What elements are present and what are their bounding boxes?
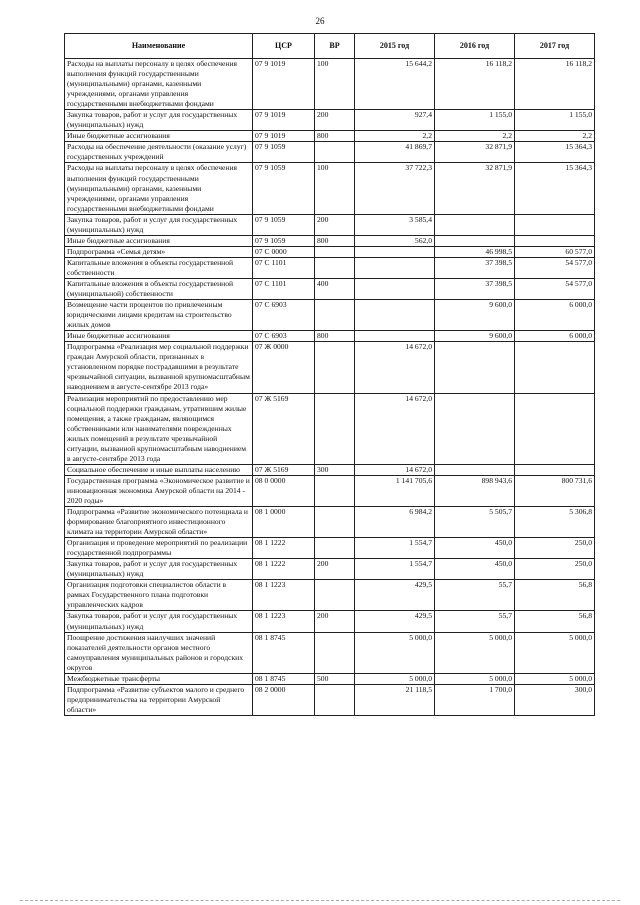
header-2016: 2016 год bbox=[435, 34, 515, 59]
cell-vr bbox=[315, 342, 355, 393]
cell-2016: 9 600,0 bbox=[435, 300, 515, 331]
cell-name: Реализация мероприятий по предоставлению мер социальной поддержки гражданам, утратившим жилые помещения, а также гражданам, являющимся собственниками или нанимателями поврежденных жилых помещений в результате чрезвычайной ситуации, вызванной крупномасштабным наводнением в августе-сентябре 2013 года bbox=[65, 393, 253, 464]
cell-2016 bbox=[435, 235, 515, 246]
cell-2016: 1 700,0 bbox=[435, 684, 515, 715]
cell-name: Расходы на обеспечение деятельности (оказание услуг) государственных учреждений bbox=[65, 142, 253, 163]
cell-csr: 07 9 1019 bbox=[253, 131, 315, 142]
cell-2016: 5 505,7 bbox=[435, 507, 515, 538]
cell-2017: 6 000,0 bbox=[515, 331, 595, 342]
table-row bbox=[65, 257, 595, 278]
cell-name: Капитальные вложения в объекты государственной собственности bbox=[65, 257, 253, 278]
cell-2017: 1 155,0 bbox=[515, 110, 595, 131]
cell-vr: 800 bbox=[315, 235, 355, 246]
cell-2017: 15 364,3 bbox=[515, 163, 595, 214]
cell-vr: 100 bbox=[315, 59, 355, 110]
cell-2016: 46 998,5 bbox=[435, 246, 515, 257]
cell-2016 bbox=[435, 342, 515, 393]
cell-name: Подпрограмма «Развитие субъектов малого и среднего предпринимательства на территории Амурской области» bbox=[65, 684, 253, 715]
table-row bbox=[65, 632, 595, 673]
table-row bbox=[65, 342, 595, 393]
table-row bbox=[65, 611, 595, 632]
cell-2015: 41 869,7 bbox=[355, 142, 435, 163]
table-row bbox=[65, 559, 595, 580]
cell-name: Государственная программа «Экономическое развитие и инновационная экономика Амурской области на 2014 - 2020 годы» bbox=[65, 475, 253, 506]
cell-2015: 1 554,7 bbox=[355, 538, 435, 559]
cell-2015 bbox=[355, 246, 435, 257]
cell-csr: 08 1 8745 bbox=[253, 632, 315, 673]
cell-2017: 250,0 bbox=[515, 559, 595, 580]
cell-2017: 250,0 bbox=[515, 538, 595, 559]
cell-name: Иные бюджетные ассигнования bbox=[65, 235, 253, 246]
cell-2016: 55,7 bbox=[435, 580, 515, 611]
cell-csr: 07 9 1059 bbox=[253, 235, 315, 246]
cell-2015 bbox=[355, 331, 435, 342]
cell-2015: 927,4 bbox=[355, 110, 435, 131]
cell-csr: 07 9 1059 bbox=[253, 214, 315, 235]
cell-csr: 07 С 1101 bbox=[253, 257, 315, 278]
cell-vr: 500 bbox=[315, 673, 355, 684]
cell-vr bbox=[315, 300, 355, 331]
table-row bbox=[65, 673, 595, 684]
cell-2015 bbox=[355, 257, 435, 278]
cell-2016: 16 118,2 bbox=[435, 59, 515, 110]
cell-2015 bbox=[355, 278, 435, 299]
cell-2015: 6 984,2 bbox=[355, 507, 435, 538]
table-body bbox=[65, 59, 595, 716]
cell-vr bbox=[315, 684, 355, 715]
cell-vr: 400 bbox=[315, 278, 355, 299]
cell-csr: 08 1 1223 bbox=[253, 580, 315, 611]
cell-2015: 15 644,2 bbox=[355, 59, 435, 110]
cell-name: Расходы на выплаты персоналу в целях обеспечения выполнения функций государственными (муниципальными) органами, казенными учреждениями, органами управления государственными внебюджетными фондами bbox=[65, 163, 253, 214]
table-row bbox=[65, 246, 595, 257]
table-row bbox=[65, 163, 595, 214]
cell-csr: 08 1 1222 bbox=[253, 559, 315, 580]
cell-name: Подпрограмма «Семья детям» bbox=[65, 246, 253, 257]
cell-vr bbox=[315, 632, 355, 673]
cell-2017: 56,8 bbox=[515, 611, 595, 632]
cell-vr: 800 bbox=[315, 331, 355, 342]
table-row bbox=[65, 300, 595, 331]
cell-csr: 07 Ж 5169 bbox=[253, 464, 315, 475]
cell-csr: 07 9 1019 bbox=[253, 110, 315, 131]
header-csr: ЦСР bbox=[253, 34, 315, 59]
cell-name: Иные бюджетные ассигнования bbox=[65, 131, 253, 142]
cell-2017 bbox=[515, 235, 595, 246]
cell-2017: 5 306,8 bbox=[515, 507, 595, 538]
table-row bbox=[65, 507, 595, 538]
cell-vr bbox=[315, 246, 355, 257]
cell-2016: 1 155,0 bbox=[435, 110, 515, 131]
cell-csr: 07 Ж 5169 bbox=[253, 393, 315, 464]
cell-vr: 100 bbox=[315, 163, 355, 214]
cell-csr: 08 1 1223 bbox=[253, 611, 315, 632]
cell-csr: 08 2 0000 bbox=[253, 684, 315, 715]
cell-2017: 800 731,6 bbox=[515, 475, 595, 506]
cell-csr: 07 С 6903 bbox=[253, 331, 315, 342]
cell-2017: 5 000,0 bbox=[515, 673, 595, 684]
cell-2017 bbox=[515, 214, 595, 235]
cell-2015: 2,2 bbox=[355, 131, 435, 142]
cell-vr: 200 bbox=[315, 559, 355, 580]
cell-name: Социальное обеспечение и иные выплаты населению bbox=[65, 464, 253, 475]
cell-2016: 37 398,5 bbox=[435, 257, 515, 278]
table-row bbox=[65, 278, 595, 299]
cell-2015: 3 585,4 bbox=[355, 214, 435, 235]
cell-name: Организация подготовки специалистов области в рамках Государственного плана подготовки управленческих кадров bbox=[65, 580, 253, 611]
cell-vr bbox=[315, 538, 355, 559]
cell-name: Расходы на выплаты персоналу в целях обеспечения выполнения функций государственными (муниципальными) органами, казенными учреждениями, органами управления государственными внебюджетными фондами bbox=[65, 59, 253, 110]
cell-csr: 08 1 0000 bbox=[253, 507, 315, 538]
cell-csr: 08 1 1222 bbox=[253, 538, 315, 559]
table-row bbox=[65, 580, 595, 611]
cell-vr bbox=[315, 393, 355, 464]
cell-2016: 32 871,9 bbox=[435, 163, 515, 214]
cell-csr: 07 С 0000 bbox=[253, 246, 315, 257]
header-vr: ВР bbox=[315, 34, 355, 59]
cell-csr: 07 9 1019 bbox=[253, 59, 315, 110]
cell-vr bbox=[315, 580, 355, 611]
cell-2017 bbox=[515, 393, 595, 464]
table-row bbox=[65, 131, 595, 142]
cell-2015: 14 672,0 bbox=[355, 393, 435, 464]
cell-2016: 898 943,6 bbox=[435, 475, 515, 506]
cell-2017 bbox=[515, 342, 595, 393]
header-name: Наименование bbox=[65, 34, 253, 59]
cell-vr: 800 bbox=[315, 131, 355, 142]
cell-vr bbox=[315, 257, 355, 278]
cell-2015: 1 554,7 bbox=[355, 559, 435, 580]
cell-2015: 5 000,0 bbox=[355, 673, 435, 684]
cell-vr bbox=[315, 475, 355, 506]
table-row bbox=[65, 475, 595, 506]
cell-2017: 300,0 bbox=[515, 684, 595, 715]
cell-2017: 56,8 bbox=[515, 580, 595, 611]
cell-2016: 5 000,0 bbox=[435, 673, 515, 684]
table-row bbox=[65, 393, 595, 464]
cell-2017: 60 577,0 bbox=[515, 246, 595, 257]
cell-vr bbox=[315, 507, 355, 538]
cell-2016: 55,7 bbox=[435, 611, 515, 632]
cell-csr: 07 9 1059 bbox=[253, 163, 315, 214]
table-row bbox=[65, 684, 595, 715]
cell-2016: 37 398,5 bbox=[435, 278, 515, 299]
table-header-row bbox=[65, 34, 595, 59]
cell-2015: 5 000,0 bbox=[355, 632, 435, 673]
cell-2016: 450,0 bbox=[435, 538, 515, 559]
cell-name: Закупка товаров, работ и услуг для государственных (муниципальных) нужд bbox=[65, 214, 253, 235]
table-row bbox=[65, 110, 595, 131]
cell-vr: 200 bbox=[315, 214, 355, 235]
cell-name: Межбюджетные трансферты bbox=[65, 673, 253, 684]
cell-2015: 21 118,5 bbox=[355, 684, 435, 715]
table-row bbox=[65, 464, 595, 475]
cell-name: Иные бюджетные ассигнования bbox=[65, 331, 253, 342]
cell-name: Закупка товаров, работ и услуг для государственных (муниципальных) нужд bbox=[65, 559, 253, 580]
cell-2016 bbox=[435, 393, 515, 464]
table-row bbox=[65, 59, 595, 110]
cell-2016: 450,0 bbox=[435, 559, 515, 580]
cell-2016: 5 000,0 bbox=[435, 632, 515, 673]
table-row bbox=[65, 214, 595, 235]
cell-2017: 6 000,0 bbox=[515, 300, 595, 331]
cell-name: Капитальные вложения в объекты государственной (муниципальной) собственности bbox=[65, 278, 253, 299]
page-number: 26 bbox=[315, 16, 325, 26]
cell-name: Подпрограмма «Реализация мер социальной поддержки граждан Амурской области, признанных в установленном порядке пострадавшими в результате чрезвычайной ситуации, вызванной крупномасштабным наводнением в августе-сентябре 2013 года» bbox=[65, 342, 253, 393]
cell-name: Поощрение достижения наилучших значений показателей деятельности органов местного самоуправления муниципальных районов и городских округов bbox=[65, 632, 253, 673]
cell-2017: 54 577,0 bbox=[515, 278, 595, 299]
cell-2015 bbox=[355, 300, 435, 331]
cell-name: Подпрограмма «Развитие экономического потенциала и формирование благоприятного инвестиционного климата на территории Амурской области» bbox=[65, 507, 253, 538]
cell-2017: 16 118,2 bbox=[515, 59, 595, 110]
cell-vr: 300 bbox=[315, 464, 355, 475]
cell-name: Закупка товаров, работ и услуг для государственных (муниципальных) нужд bbox=[65, 611, 253, 632]
cell-2017: 15 364,3 bbox=[515, 142, 595, 163]
cell-2016 bbox=[435, 464, 515, 475]
cell-csr: 08 0 0000 bbox=[253, 475, 315, 506]
cell-2015: 429,5 bbox=[355, 611, 435, 632]
header-2015: 2015 год bbox=[355, 34, 435, 59]
cell-2015: 37 722,3 bbox=[355, 163, 435, 214]
cell-2015: 562,0 bbox=[355, 235, 435, 246]
cell-name: Возмещение части процентов по привлеченным юридическими лицами кредитам на строительство жилых домов bbox=[65, 300, 253, 331]
cell-vr: 200 bbox=[315, 110, 355, 131]
cell-csr: 07 С 1101 bbox=[253, 278, 315, 299]
cell-2017 bbox=[515, 464, 595, 475]
cell-name: Закупка товаров, работ и услуг для государственных (муниципальных) нужд bbox=[65, 110, 253, 131]
page-bottom-divider bbox=[20, 900, 620, 901]
cell-csr: 08 1 8745 bbox=[253, 673, 315, 684]
cell-2016: 32 871,9 bbox=[435, 142, 515, 163]
table-row bbox=[65, 538, 595, 559]
cell-2016 bbox=[435, 214, 515, 235]
table-row bbox=[65, 331, 595, 342]
cell-2015: 429,5 bbox=[355, 580, 435, 611]
cell-vr: 200 bbox=[315, 611, 355, 632]
cell-2015: 1 141 705,6 bbox=[355, 475, 435, 506]
cell-vr bbox=[315, 142, 355, 163]
cell-2017: 5 000,0 bbox=[515, 632, 595, 673]
cell-csr: 07 С 6903 bbox=[253, 300, 315, 331]
cell-csr: 07 Ж 0000 bbox=[253, 342, 315, 393]
cell-2016: 2,2 bbox=[435, 131, 515, 142]
table-row bbox=[65, 235, 595, 246]
cell-csr: 07 9 1059 bbox=[253, 142, 315, 163]
cell-2017: 54 577,0 bbox=[515, 257, 595, 278]
budget-table bbox=[64, 33, 595, 716]
cell-name: Организация и проведение мероприятий по реализации государственной подпрограммы bbox=[65, 538, 253, 559]
cell-2017: 2,2 bbox=[515, 131, 595, 142]
cell-2016: 9 600,0 bbox=[435, 331, 515, 342]
table-row bbox=[65, 142, 595, 163]
cell-2015: 14 672,0 bbox=[355, 342, 435, 393]
header-2017: 2017 год bbox=[515, 34, 595, 59]
cell-2015: 14 672,0 bbox=[355, 464, 435, 475]
